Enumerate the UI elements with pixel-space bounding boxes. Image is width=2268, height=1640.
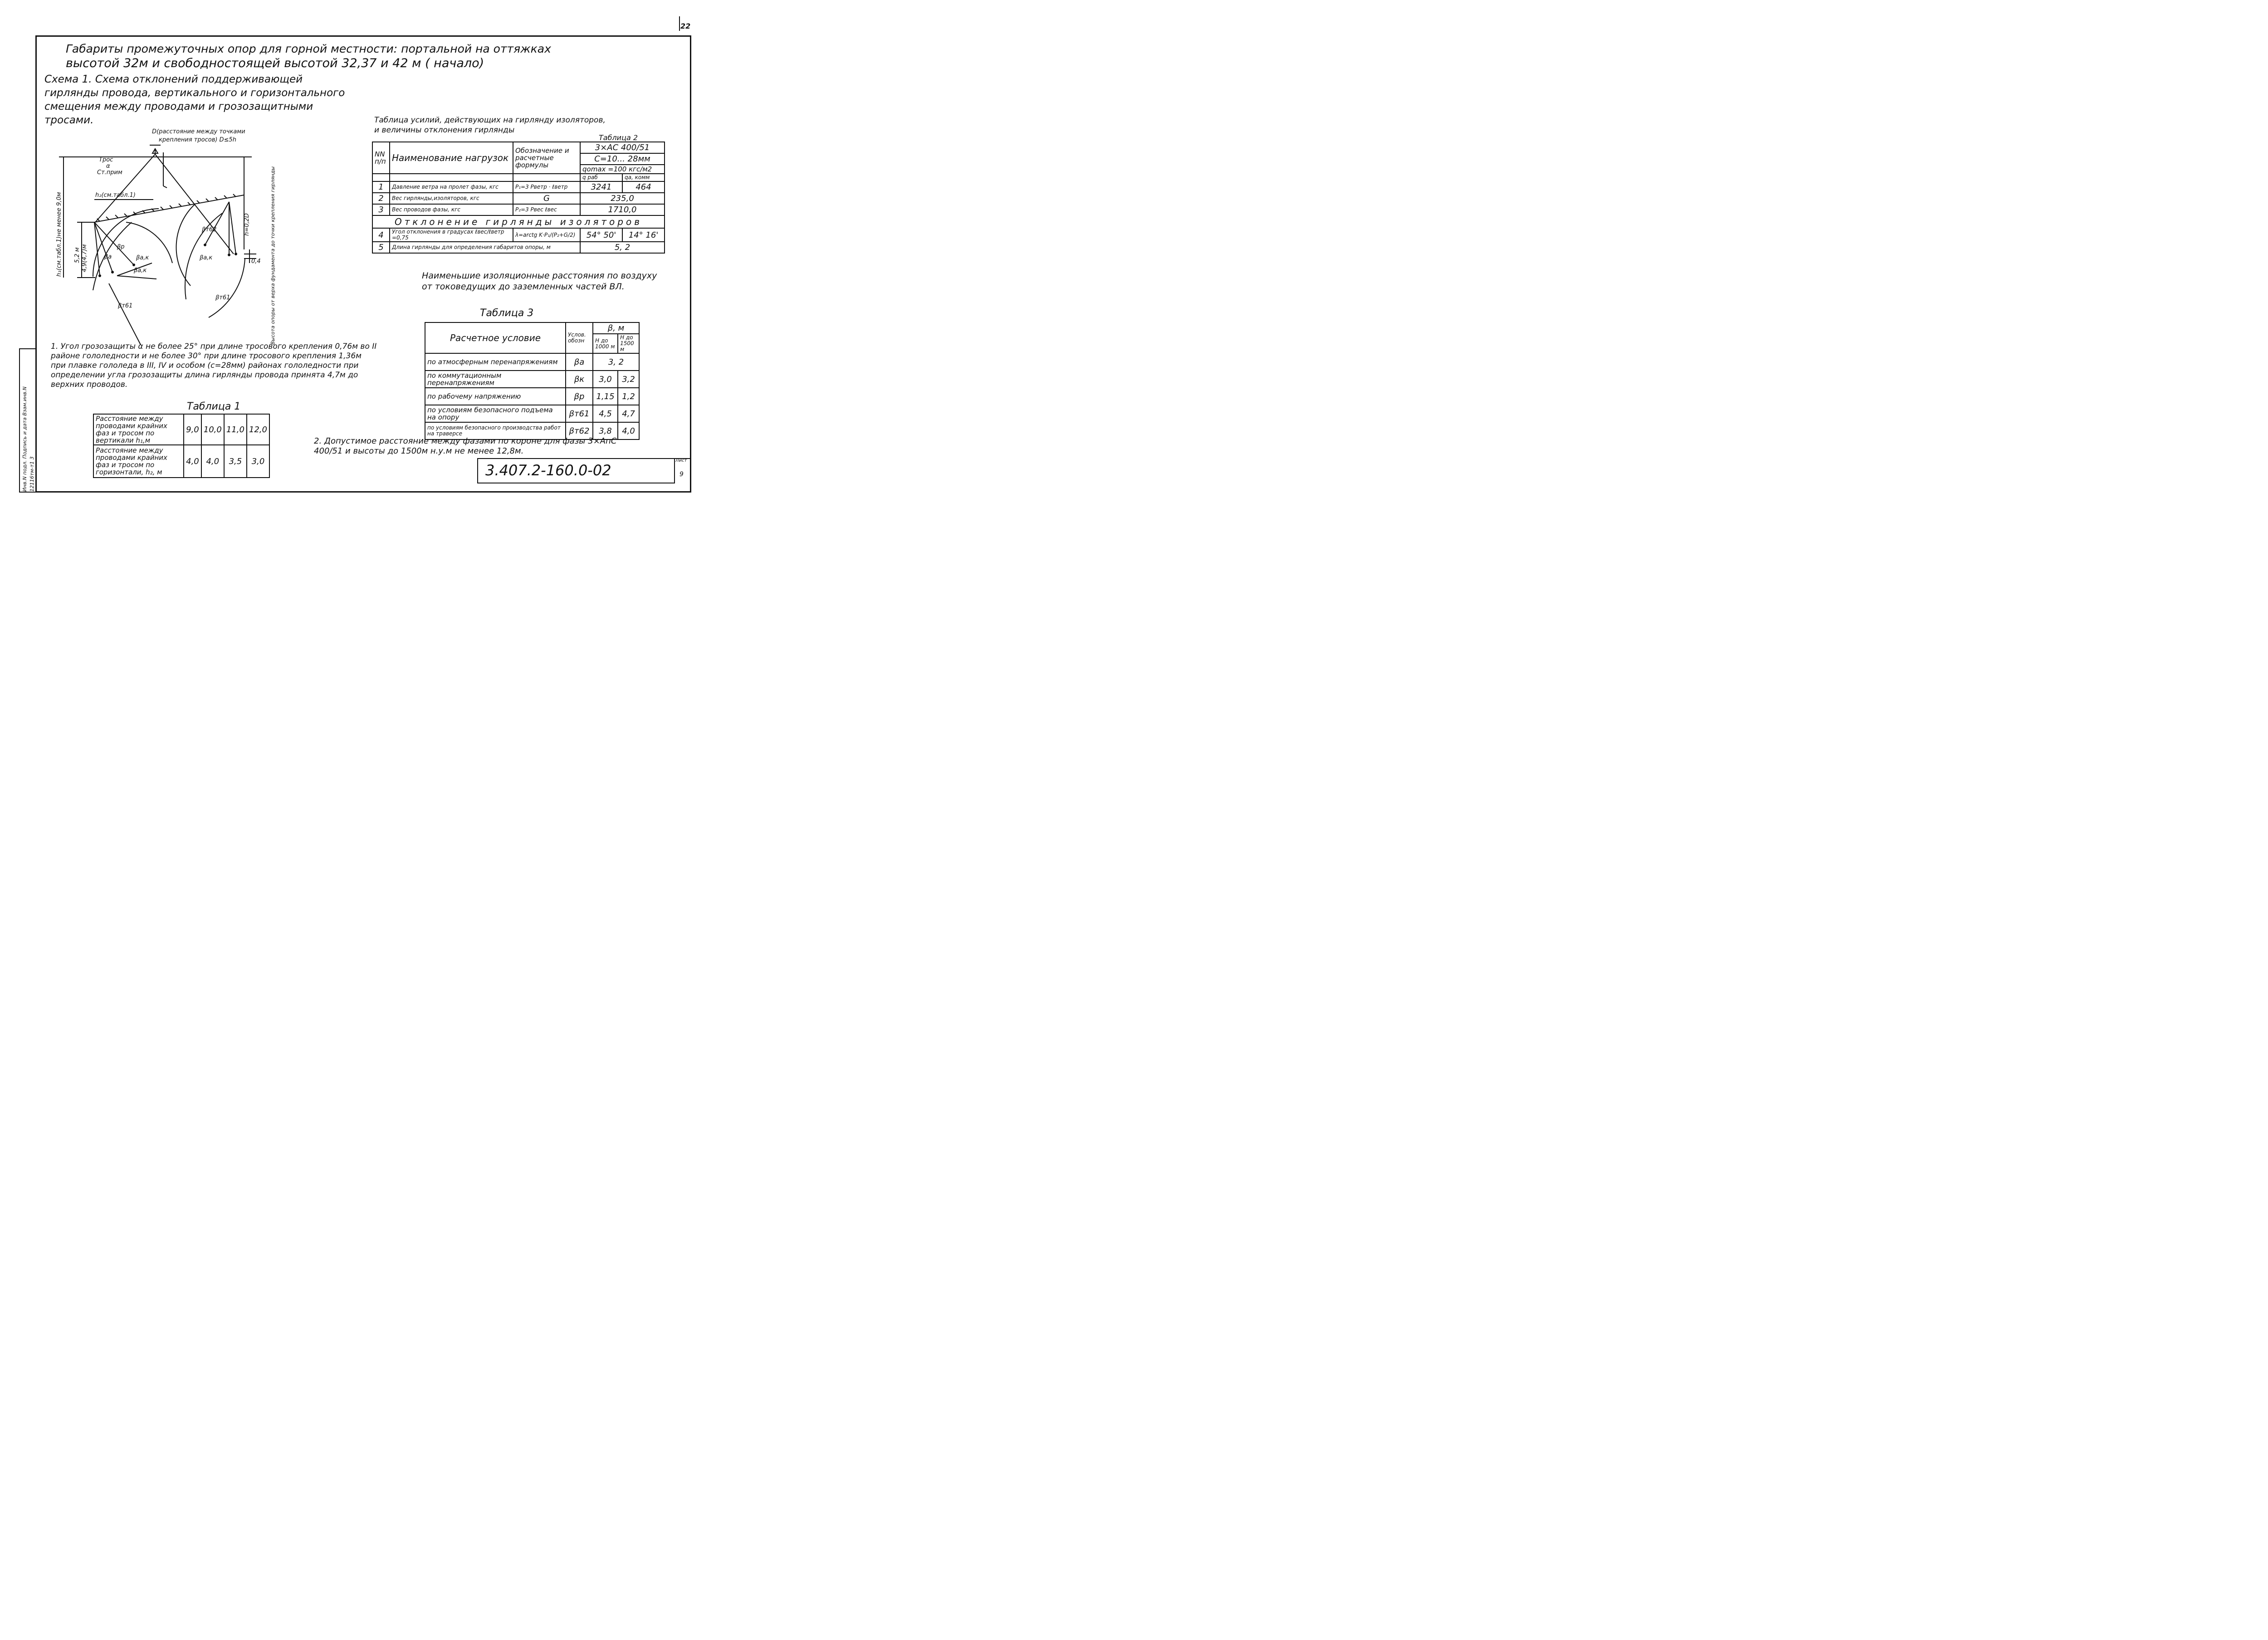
t2-r3-v: 1710,0 — [580, 204, 665, 215]
t2-r2-formula: G — [513, 193, 580, 204]
sheet-number: 9 — [679, 471, 684, 478]
t3-r5-v1: 3,8 — [593, 422, 618, 439]
lbl-d: D(расстояние между точками — [152, 128, 245, 135]
left-arc-inner — [93, 209, 159, 277]
page-number: 22 — [680, 22, 691, 30]
t3-r3-v2: 1,2 — [618, 388, 639, 405]
t1-r2-c2: 4,0 — [201, 445, 224, 478]
t3-r2-cond: по коммутационным перенапряжениям — [425, 371, 566, 388]
document-title — [66, 42, 655, 71]
t3-h-1500: Н до 1500 м — [618, 334, 639, 353]
table2 — [372, 142, 665, 254]
table-row — [372, 228, 665, 242]
table2-caption-1: Таблица усилий, действующих на гирлянду изоляторов, — [374, 116, 606, 125]
page-number-rule — [679, 16, 680, 31]
t2-h-wire: 3×АС 400/51 — [580, 142, 665, 153]
lbl-bt62: βт62 — [202, 226, 217, 233]
note-1: 1. Угол грозозащиты α не более 25° при длине тросового крепления 0,76м во II районе гололедности и не более 30° при длине тросового крепления 1,36м при плавке гололеда в III, IV и особом (с=28мм) районах гололедности при определении угла грозозащиты длина гирлянды провода принята 4,7м до верхних проводов. — [51, 342, 377, 389]
t3-r5-sym: βт62 — [566, 422, 593, 439]
t3-r3-v1: 1,15 — [593, 388, 618, 405]
t2-h-qkomm: qа, комм — [622, 174, 665, 181]
lbl-52: 5,2 м — [74, 247, 81, 263]
t2-section: Отклонение гирлянды изоляторов — [372, 215, 665, 228]
t3-r5-cond: по условиям безопасного производства работ на траверсе — [425, 422, 566, 439]
t3-r1-v: 3, 2 — [593, 353, 639, 371]
left-stamp — [19, 348, 36, 493]
lbl-bp: βр — [117, 244, 125, 250]
left-wire-point — [111, 271, 114, 273]
lbl-alpha: α — [106, 163, 110, 170]
bt61-left-line — [109, 283, 141, 345]
t3-r4-cond: по условиям безопасного подъема на опору — [425, 405, 566, 422]
t3-r1-sym: βа — [566, 353, 593, 371]
t1-r2-c1: 4,0 — [184, 445, 201, 478]
title-line-1: Габариты промежуточных опор для горной местности: портальной на оттяжках — [66, 42, 551, 55]
t1-r2-c3: 3,5 — [224, 445, 247, 478]
left-stamp-col2: 12116тм-т1 3 — [29, 456, 35, 492]
table-row — [93, 445, 269, 478]
t2-h-qrab: q раб — [580, 174, 622, 181]
lbl-bt61-left: βт61 — [118, 303, 133, 309]
t2-h-formula: Обозначение и расчетные формулы — [513, 142, 580, 174]
t1-r1-c4: 12,0 — [247, 414, 269, 445]
t3-r3-sym: βр — [566, 388, 593, 405]
table-row — [372, 204, 665, 215]
table2-caption-2: и величины отклонения гирлянды — [374, 126, 515, 135]
table2-label: Таблица 2 — [599, 133, 638, 142]
t3-r3-cond: по рабочему напряжению — [425, 388, 566, 405]
t3-r4-v1: 4,5 — [593, 405, 618, 422]
t3-r2-v2: 3,2 — [618, 371, 639, 388]
lbl-vertical-note: Высота опоры от верха фундамента до точки крепления гирлянды — [270, 166, 276, 345]
lbl-bak-1: βа,к — [136, 254, 149, 261]
t2-h-name: Наименование нагрузок — [390, 142, 513, 174]
table3-label: Таблица 3 — [480, 308, 534, 319]
lbl-bt61-right: βт61 — [215, 294, 230, 301]
table2-caption — [374, 115, 665, 135]
t2-r5-v: 5, 2 — [580, 242, 665, 253]
right-arc-outer — [209, 259, 245, 317]
document-code: 3.407.2-160.0-02 — [485, 462, 611, 479]
t2-r4-n: 4 — [372, 228, 390, 242]
table-row — [425, 371, 639, 388]
table-row — [93, 414, 269, 445]
lbl-bak-2: βа,к — [134, 267, 147, 274]
t2-r1-name: Давление ветра на пролет фазы, кгс — [390, 181, 513, 193]
t2-r1-v1: 3241 — [580, 181, 622, 193]
lbl-h2: h₂(см.табл.1) — [95, 192, 136, 199]
t2-r4-name: Угол отклонения в градусах — [392, 229, 474, 235]
lbl-49: 4,9(4,7)м — [81, 244, 88, 272]
t2-r1-formula: P₁=3 Рветр · ℓветр — [513, 181, 580, 193]
t2-r4-name-cell — [390, 228, 513, 242]
lbl-d2: крепления тросов) D≤5h — [159, 137, 236, 143]
t2-r4-v1: 54° 50' — [580, 228, 622, 242]
t1-r1-c1: 9,0 — [184, 414, 201, 445]
t3-r4-v2: 4,7 — [618, 405, 639, 422]
t3-r4-sym: βт61 — [566, 405, 593, 422]
t3-h-b: β, м — [593, 322, 639, 334]
left-arc-mid — [126, 222, 172, 263]
t1-r2-label: Расстояние между проводами крайних фаз и тросом по горизонтали, h₂, м — [93, 445, 184, 478]
table1-label: Таблица 1 — [187, 401, 241, 412]
t2-r5-name: Длина гирлянды для определения габаритов опоры, м — [390, 242, 580, 253]
table-row — [425, 353, 639, 371]
scheme-heading: Схема 1. Схема отклонений поддерживающей гирлянды провода, вертикального и горизонтального смещения между проводами и грозозащитными тросами. — [44, 73, 345, 126]
table-row — [372, 181, 665, 193]
sheet-label: Лист — [675, 458, 687, 463]
t2-r2-name: Вес гирлянды,изоляторов, кгс — [390, 193, 513, 204]
t2-r1-v2: 464 — [622, 181, 665, 193]
lbl-04: 0,4 — [251, 258, 261, 265]
t2-r3-name: Вес проводов фазы, кгс — [390, 204, 513, 215]
table-row — [372, 242, 665, 253]
t1-r2-c4: 3,0 — [247, 445, 269, 478]
t2-r4-v2: 14° 16' — [622, 228, 665, 242]
naim-text: Наименьшие изоляционные расстояния по воздуху от токоведущих до заземленных частей ВЛ. — [422, 271, 657, 292]
t1-r1-label: Расстояние между проводами крайних фаз и тросом по вертикали h₁,м — [93, 414, 184, 445]
deflection-diagram — [50, 127, 304, 349]
tros-line-right — [155, 154, 234, 254]
t2-r4-ratio: ℓвес/ℓветр =0,75 — [392, 229, 504, 241]
t2-r3-n: 3 — [372, 204, 390, 215]
t3-r5-v2: 4,0 — [618, 422, 639, 439]
t3-h-obozn: Услов. обозн — [566, 322, 593, 353]
lbl-ba: βа — [104, 254, 112, 260]
t3-r2-sym: βк — [566, 371, 593, 388]
table-row — [425, 388, 639, 405]
t2-r1-n: 1 — [372, 181, 390, 193]
tros-line-left — [95, 154, 155, 222]
left-stamp-col1: Инв.N подл. Подпись и дата Взам.инв.N — [22, 386, 28, 492]
table1 — [93, 414, 270, 478]
t2-h-q: qomax =100 кгс/м2 — [580, 165, 665, 174]
t2-r2-n: 2 — [372, 193, 390, 204]
lbl-tros: Трос — [99, 156, 113, 163]
t1-r1-c3: 11,0 — [224, 414, 247, 445]
lbl-h-eq: h=0,2D — [244, 213, 250, 236]
t2-h-c: С=10... 28мм — [580, 153, 665, 165]
t2-r5-n: 5 — [372, 242, 390, 253]
title-line-2: высотой 32м и свободностоящей высотой 32,37 и 42 м ( начало) — [66, 56, 484, 70]
t3-r1-cond: по атмосферным перенапряжениям — [425, 353, 566, 371]
t3-r2-v1: 3,0 — [593, 371, 618, 388]
t2-r2-v: 235,0 — [580, 193, 665, 204]
lbl-bak-3: βа,к — [200, 254, 213, 261]
t3-h-1000: Н до 1000 м — [593, 334, 618, 353]
note-2: 2. Допустимое расстояние между фазами по короне для фазы 3×АпС 400/51 и высоты до 1500м н.у.м не менее 12,8м. — [314, 436, 617, 456]
t2-r4-formula: λ=arctg K·P₁/(P₂+G/2) — [513, 228, 580, 242]
t3-h-cond: Расчетное условие — [425, 322, 566, 353]
table-row — [425, 405, 639, 422]
lbl-st-prim: Ст.прим — [97, 169, 122, 176]
table-row — [372, 193, 665, 204]
t2-h-nn: NN п/п — [372, 142, 390, 174]
t2-r3-formula: P₂=3 Рвес ℓвес — [513, 204, 580, 215]
lbl-h1: h₁(см.табл.1)не менее 9,0м — [56, 192, 63, 277]
t1-r1-c2: 10,0 — [201, 414, 224, 445]
table3 — [425, 322, 640, 440]
right-wire-point — [228, 254, 230, 256]
